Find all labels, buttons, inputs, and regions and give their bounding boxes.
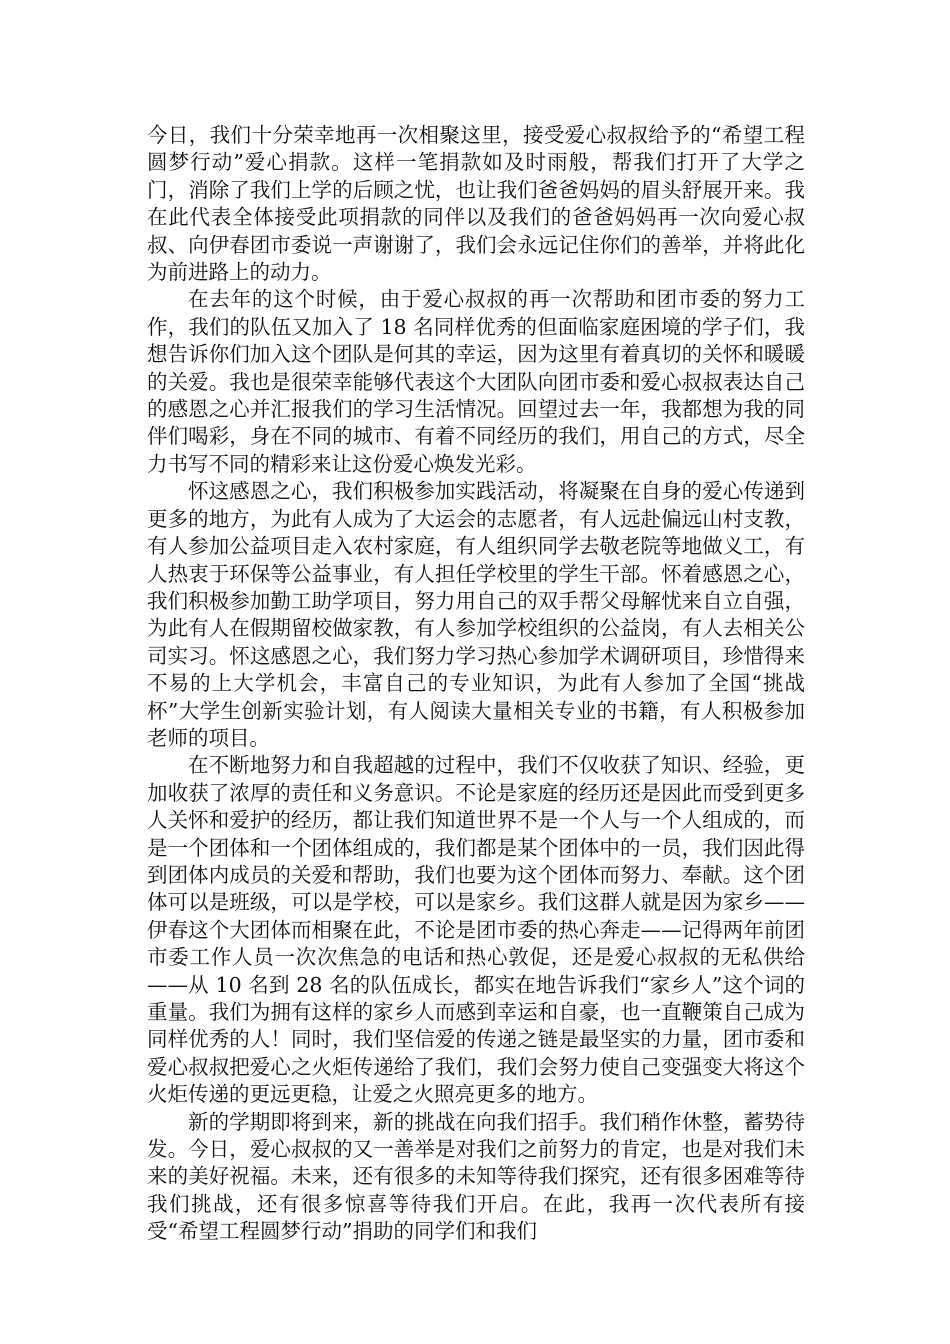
paragraph-2: 在去年的这个时候，由于爱心叔叔的再一次帮助和团市委的努力工作，我们的队伍又加入了 18 名同样优秀的但面临家庭困境的学子们，我想告诉你们加入这个团队是何其的幸运，因为这里有着真切的关怀和暖暖的关爱。我也是很荣幸能够代表这个大团队向团市委和爱心叔叔表达自己的感恩之心并汇报我们的学习生活情况。回望过去一年，我都想为我的同伴们喝彩，身在不同的城市、有着不同经历的我们，用自己的方式，尽全力书写不同的精彩来让这份爱心焕发光彩。 [147,287,805,476]
paragraph-1: 今日，我们十分荣幸地再一次相聚这里，接受爱心叔叔给予的“希望工程圆梦行动”爱心捐款。这样一笔捐款如及时雨般，帮我们打开了大学之门，消除了我们上学的后顾之忧，也让我们爸爸妈妈的眉头舒展开来。我在此代表全体接受此项捐款的同伴以及我们的爸爸妈妈再一次向爱心叔叔、向伊春团市委说一声谢谢了，我们会永远记住你们的善举，并将此化为前进路上的动力。 [147,123,805,285]
paragraph-5: 新的学期即将到来，新的挑战在向我们招手。我们稍作休整，蓄势待发。今日，爱心叔叔的又一善举是对我们之前努力的肯定，也是对我们未来的美好祝福。未来，还有很多的未知等待我们探究，还有很多困难等待我们挑战，还有很多惊喜等待我们开启。在此，我再一次代表所有接受“希望工程圆梦行动”捐助的同学们和我们 [147,1109,805,1244]
document-body [147,122,805,1246]
paragraph-4: 在不断地努力和自我超越的过程中，我们不仅收获了知识、经验，更加收获了浓厚的责任和义务意识。不论是家庭的经历还是因此而受到更多人关怀和爱护的经历，都让我们知道世界不是一个人与一个人组成的，而是一个团体和一个团体组成的，我们都是某个团体中的一员，我们因此得到团体内成员的关爱和帮助，我们也要为这个团体而努力、奉献。这个团体可以是班级，可以是学校，可以是家乡。我们这群人就是因为家乡——伊春这个大团体而相聚在此，不论是团市委的热心奔走——记得两年前团市委工作人员一次次焦急的电话和热心敦促，还是爱心叔叔的无私供给——从 10 名到 28 名的队伍成长，都实在地告诉我们“家乡人”这个词的重量。我们为拥有这样的家乡人而感到幸运和自豪，也一直鞭策自己成为同样优秀的人！同时，我们坚信爱的传递之链是最坚实的力量，团市委和爱心叔叔把爱心之火炬传递给了我们，我们会努力使自己变强变大将这个火炬传递的更远更稳，让爱之火照亮更多的地方。 [147,753,805,1107]
paragraph-3: 怀这感恩之心，我们积极参加实践活动，将凝聚在自身的爱心传递到更多的地方，为此有人成为了大运会的志愿者，有人远赴偏远山村支教，有人参加公益项目走入农村家庭，有人组织同学去敬老院等地做义工，有人热衷于环保等公益事业，有人担任学校里的学生干部。怀着感恩之心，我们积极参加勤工助学项目，努力用自己的双手帮父母解忧来自立自强，为此有人在假期留校做家教，有人参加学校组织的公益岗，有人去相关公司实习。怀这感恩之心，我们努力学习热心参加学术调研项目，珍惜得来不易的上大学机会，丰富自己的专业知识，为此有人参加了全国“挑战杯”大学生创新实验计划，有人阅读大量相关专业的书籍，有人积极参加老师的项目。 [147,479,805,750]
